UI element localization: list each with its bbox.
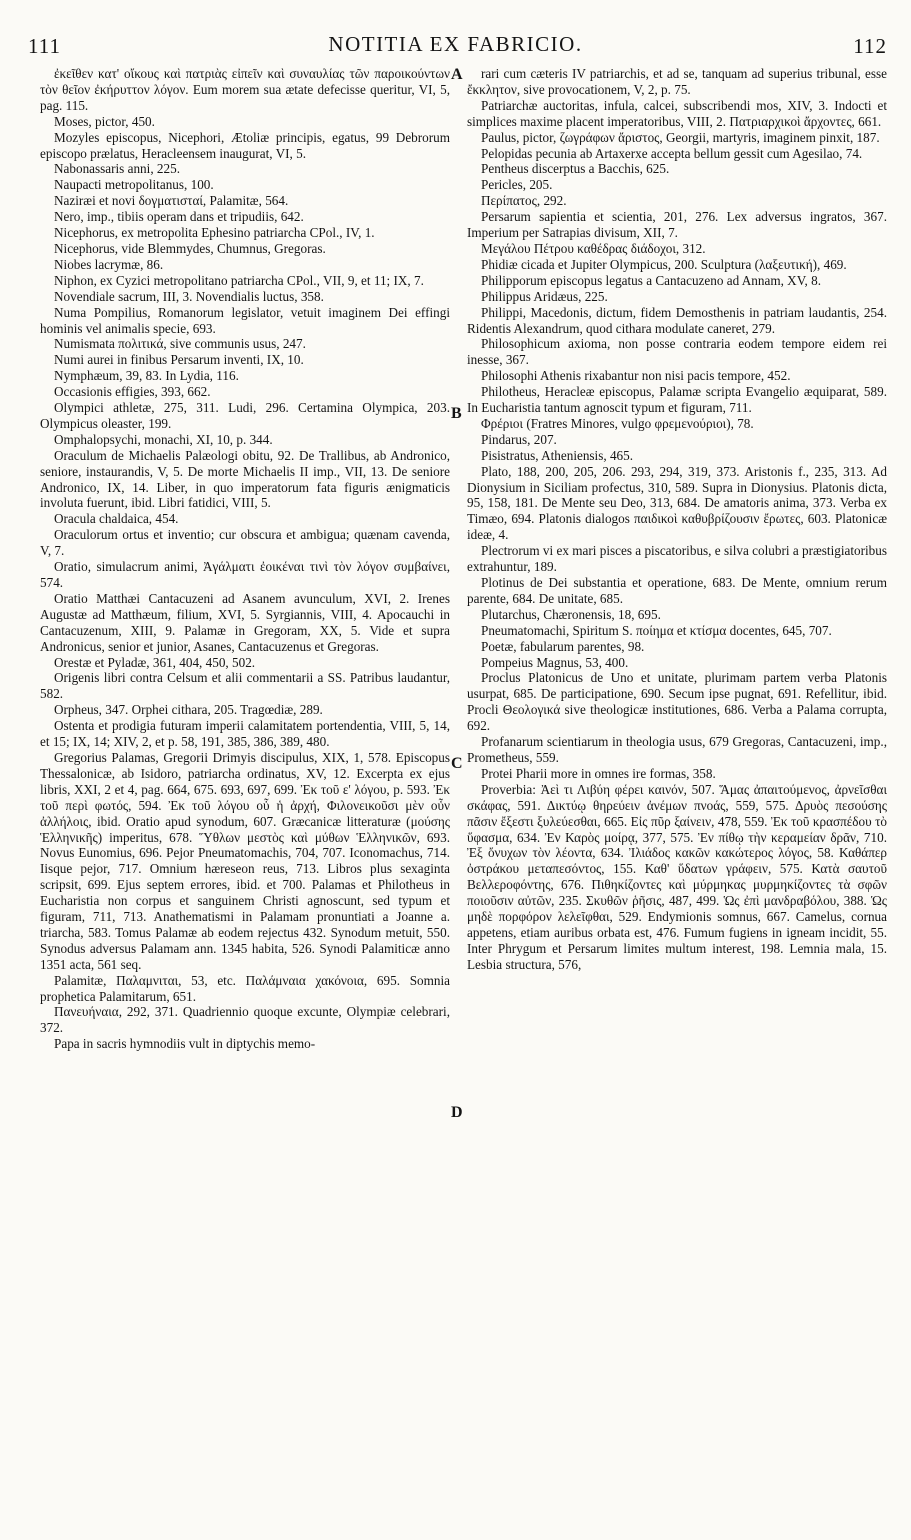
index-entry: Oratio Matthæi Cantacuzeni ad Asanem avunculum, XVI, 2. Irenes Augustæ ad Matthæum, filium, XVI, 5. Syrgiannis, VIII, 4. Apocauchi in Cantacuzenum, XIII, 9. Palamæ in Gregoram, XX, 5. Vide et supra Andronicus, senior et junior, Asanes, Cantacuzenus et Gregoras. bbox=[40, 590, 450, 654]
index-entry: Pelopidas pecunia ab Artaxerxe accepta bellum gessit cum Agesilao, 74. bbox=[481, 145, 863, 161]
index-entry: Philosophi Athenis rixabantur non nisi pacis tempore, 452. bbox=[481, 368, 791, 384]
index-entry: Novendiale sacrum, III, 3. Novendialis luctus, 358. bbox=[54, 288, 324, 304]
page-number-right: 112 bbox=[853, 34, 887, 58]
index-entry: Naupacti metropolitanus, 100. bbox=[54, 177, 214, 193]
margin-letter-c: C bbox=[451, 755, 463, 772]
index-entry: Niobes lacrymæ, 86. bbox=[54, 256, 164, 272]
index-entry: Mozyles episcopus, Nicephori, Ætoliæ principis, egatus, 99 Debrorum episcopo prælatus, Heracleensem inaugurat, VI, 5. bbox=[40, 129, 450, 161]
running-header bbox=[0, 0, 911, 64]
margin-letter-a: A bbox=[451, 66, 463, 83]
index-entry: Omphalopsychi, monachi, XI, 10, p. 344. bbox=[54, 431, 273, 447]
index-column-right bbox=[467, 66, 887, 1528]
index-entry: Naziræi et novi δογματισταί, Palamitæ, 564. bbox=[54, 193, 289, 209]
index-entry: Plutarchus, Chæronensis, 18, 695. bbox=[481, 606, 661, 622]
running-title: NOTITIA EX FABRICIO. bbox=[328, 32, 583, 56]
index-column-left bbox=[40, 66, 450, 1528]
index-entry: Ostenta et prodigia futuram imperii calamitatem portendentia, VIII, 5, 14, et 15; IX, 14; XIV, 2, et p. 58, 191, 385, 386, 389, 480. bbox=[40, 718, 450, 750]
index-entry: Numismata πολιτικά, sive communis usus, 247. bbox=[54, 336, 306, 352]
margin-letter-b: B bbox=[451, 405, 462, 422]
index-entry: Περίπατος, 292. bbox=[481, 193, 567, 209]
index-entry: Poetæ, fabularum parentes, 98. bbox=[481, 638, 645, 654]
index-entry: Proverbia: Ἀεὶ τι Λιβύη φέρει καινόν, 507. Ἅμας ἀπαιτούμενος, ἀρνεῖσθαι σκάφας, 591. Δικτύῳ θηρεύειν ἀνέμων πνοάς, 559, 575. Δρυὸς πεσούσης πᾶσιν ἔξεστι ξυλεύεσθαι, 665. Εἰς πῦρ ξαίνειν, 478, 559. Ἐκ τοῦ κρασπέδου τὸ ὕφασμα, 634. Ἐν Καρὸς μοίρᾳ, 377, 575. Ἐν πίθῳ τὴν κεραμείαν δρᾶν, 710. Ἐξ ὄνυχων τὸν λέοντα, 634. Ἰλιάδος κακῶν κακώτερος λόγος, 58. Καθάπερ ὀστράκου μεταπεσόντος, 155. Καθ' ὕδατων γράφειν, 575. Κατὰ σαυτοῦ Βελλεροφόντης, 676. Πιθηκίζοντες καὶ μύρμηκας μυρμηκίζοντες τὰ σφῶν ποιοῦσιν αὐτῶν, 235. Σκυθῶν ῥῆσις, 487, 499. Ὡς ἐπὶ μανδραβόλου, 388. Ὡς μηδὲ πορφόρον λελεῖφθαι, 529. Endymionis somnus, 667. Camelus, cornua appetens, etiam auribus orbata est, 476. Fumum fugiens in igneam incidit, 55. Inter Phrygum et Persarum limites multum interest, 198. Lemnia mala, 15. Lesbia structura, 576, bbox=[467, 781, 887, 972]
index-entry: Niphon, ex Cyzici metropolitano patriarcha CPol., VII, 9, et 11; IX, 7. bbox=[54, 272, 424, 288]
index-entry: Pneumatomachi, Spiritum S. ποίημα et κτίσμα docentes, 645, 707. bbox=[481, 622, 832, 638]
index-entry: Profanarum scientiarum in theologia usus, 679 Gregoras, Cantacuzeni, imp., Prometheus, 559. bbox=[467, 734, 887, 765]
index-entry: Pentheus discerptus a Bacchis, 625. bbox=[481, 161, 670, 177]
index-entry: Philippus Aridæus, 225. bbox=[481, 288, 608, 304]
index-entry: Nicephorus, ex metropolita Ephesino patriarcha CPol., IV, 1. bbox=[54, 225, 375, 241]
index-entry: Palamitæ, Παλαμνιται, 53, etc. Παλάμναια χακόνοια, 695. Somnia prophetica Palamitarum, 651. bbox=[40, 972, 450, 1004]
index-entry: Numa Pompilius, Romanorum legislator, vetuit imaginem Dei effingi hominis vel animalis specie, 693. bbox=[40, 304, 450, 336]
index-entry: rari cum cæteris IV patriarchis, et ad se, tanquam ad superius tribunal, esse ἔκκλητον, sive provocationem, V, 2, p. 75. bbox=[467, 66, 887, 97]
index-entry: Plato, 188, 200, 205, 206. 293, 294, 319, 373. Aristonis f., 235, 313. Ad Dionysium in Siciliam profectus, 310, 589. Supra in Dionysius. Platonis dicta, 95, 158, 181. De Mente seu Deo, 313, 684. De amatoris anima, 373. Verba ex Timæo, 694. Platonis dialogos παιδικοὶ καθυβρίζουσιν ἔρωτες, 603. Platonicæ ideæ, 4. bbox=[467, 463, 887, 543]
index-entry: Numi aurei in finibus Persarum inventi, IX, 10. bbox=[54, 352, 304, 368]
index-entry: Protei Pharii more in omnes ire formas, 358. bbox=[481, 765, 716, 781]
index-entry: Occasionis effigies, 393, 662. bbox=[54, 384, 211, 400]
index-entry: Phidiæ cicada et Jupiter Olympicus, 200. Sculptura (λαξευτική), 469. bbox=[481, 256, 847, 272]
index-entry: Oratio, simulacrum animi, Ἀγάλματι ἐοικέναι τινὶ τὸν λόγον συμβαίνει, 574. bbox=[40, 559, 450, 590]
index-entry: Μεγάλου Πέτρου καθέδρας διάδοχοι, 312. bbox=[481, 240, 706, 256]
margin-letter-d: D bbox=[451, 1104, 463, 1121]
index-entry: Nabonassaris anni, 225. bbox=[54, 161, 180, 177]
index-entry: Patriarchæ auctoritas, infula, calcei, subscribendi mos, XIV, 3. Indocti et simplices maxime placent imperatoribus, VIII, 2. Πατριαρχικοὶ ἄρχοντες, 661. bbox=[467, 97, 887, 129]
index-entry: Pisistratus, Atheniensis, 465. bbox=[481, 447, 634, 463]
index-entry: Orpheus, 347. Orphei cithara, 205. Tragœdiæ, 289. bbox=[54, 702, 323, 718]
index-entry: Philippi, Macedonis, dictum, fidem Demosthenis in patriam laudantis, 254. Ridentis Alexandrum, quod cithara modulate caneret, 279. bbox=[467, 304, 887, 336]
index-entry: Oracula chaldaica, 454. bbox=[54, 511, 179, 527]
index-entry: Φρέριοι (Fratres Minores, vulgo φρεμενούριοι), 78. bbox=[481, 415, 754, 431]
index-entry: ἐκεῖθεν κατ' οἴκους καὶ πατριὰς εἰπεῖν καὶ συναυλίας τῶν παροικούντων τὸν θεῖον ἐκήρυττον λόγον. Eum morem sua ætate defecisse queritur, VI, 5, pag. 115. bbox=[40, 66, 450, 113]
index-entry: Papa in sacris hymnodiis vult in diptychis memo- bbox=[54, 1036, 316, 1052]
index-entry: Nymphæum, 39, 83. In Lydia, 116. bbox=[54, 368, 239, 384]
index-entry: Plectrorum vi ex mari pisces a piscatoribus, e silva colubri a præstigiatoribus extrahuntur, 189. bbox=[467, 543, 887, 575]
page-number-left: 111 bbox=[28, 34, 61, 58]
index-entry: Gregorius Palamas, Gregorii Drimyis discipulus, XIX, 1, 578. Episcopus Thessalonicæ, ab Isidoro, patriarcha ordinatus, XV, 12. Excerpta ex ejus libris, XXI, 2 et 4, pag. 664, 675. 693, 697, 699. Ἐκ τοῦ ε' λόγου, p. 593. Ἐκ τοῦ περὶ φωτός, 594. Ἐκ τοῦ λόγου οὗ ἡ ἀρχή, Φιλονεικοῦσι μὲν οὖν ἀλλήλοις, ibid. Oratio apud synodum, 607. Græcanicæ litteraturæ (μούσης Ἑλληνικῆς) imperitus, 678. Ὕθλων μεστὸς καὶ μύθων Ἑλληνικῶν, 693. Novus Eunomius, 696. Pejor Pneumatomachis, 704, 707. Iconomachus, 714. Iisque pejor, 717. Omnium hæreseon reus, 713. Libros plus sexaginta scripsit, 699. Ejus septem errores, ibid. et 700. Palamas et Philotheus in Eucharistia non corpus et sanguinem Christi agnoscunt, sed typum et figuram, 711, 713. Anathematismi in Palamam pronuntiati a Joanne a. triarcha, 583. Tomus Palamæ ab eodem rejectus 432. Synodum metuit, 550. Synodus adversus Palamam ann. 1345 habita, 526. Synodi Palamiticæ anno 1351 acta, 561 seq. bbox=[40, 749, 450, 972]
index-entry: Πανευήναια, 292, 371. Quadriennio quoque excunte, Olympiæ celebrari, 372. bbox=[40, 1004, 450, 1036]
index-entry: Nero, imp., tibiis operam dans et tripudiis, 642. bbox=[54, 209, 304, 225]
index-entry: Nicephorus, vide Blemmydes, Chumnus, Gregoras. bbox=[54, 240, 326, 256]
index-entry: Orestæ et Pyladæ, 361, 404, 450, 502. bbox=[54, 654, 256, 670]
index-entry: Pericles, 205. bbox=[481, 177, 553, 193]
index-entry: Plotinus de Dei substantia et operatione, 683. De Mente, omnium rerum parente, 684. De unitate, 685. bbox=[467, 575, 887, 606]
index-entry: Oraculum de Michaelis Palæologi obitu, 92. De Trallibus, ab Andronico, seniore, instaurandis, V, 5. De morte Michaelis II imp., VII, 13. De seniore Andronico, IX, 14. Liber, in quo imperatorum fata figuris ænigmaticis involuta fuerunt, ibid. Libri fatidici, VIII, 5. bbox=[40, 447, 450, 511]
index-entry: Philotheus, Heracleæ episcopus, Palamæ scripta Evangelio æquiparat, 589. In Eucharistia tantum agnoscit typum et figuram, 711. bbox=[467, 384, 887, 416]
index-entry: Proclus Platonicus de Uno et unitate, plurimam partem verba Platonis usurpat, 685. De participatione, 690. Secum ipse pugnat, 691. Refellitur, ibid. Procli Θεολογικά sive theologicæ institutiones, 686. Verba a Palama corrupta, 692. bbox=[467, 670, 887, 734]
index-entry: Origenis libri contra Celsum et alii commentarii a SS. Patribus laudantur, 582. bbox=[40, 670, 450, 702]
index-entry: Persarum sapientia et scientia, 201, 276. Lex adversus ingratos, 367. Imperium per Satrapias divisum, XII, 7. bbox=[467, 209, 887, 241]
index-entry: Philipporum episcopus legatus a Cantacuzeno ad Annam, XV, 8. bbox=[481, 272, 822, 288]
index-entry: Pompeius Magnus, 53, 400. bbox=[481, 654, 629, 670]
index-entry: Pindarus, 207. bbox=[481, 431, 557, 447]
index-entry: Olympici athletæ, 275, 311. Ludi, 296. Certamina Olympica, 203. Olympicus oleaster, 199. bbox=[40, 400, 450, 431]
index-entry: Paulus, pictor, ζωγράφων ἄριστος, Georgii, martyris, imaginem pinxit, 187. bbox=[481, 129, 880, 145]
index-entry: Moses, pictor, 450. bbox=[54, 113, 155, 129]
index-entry: Oraculorum ortus et inventio; cur obscura et ambigua; quænam cavenda, V, 7. bbox=[40, 527, 450, 559]
index-entry: Philosophicum axioma, non posse contraria eodem tempore eidem rei inesse, 367. bbox=[467, 336, 887, 368]
